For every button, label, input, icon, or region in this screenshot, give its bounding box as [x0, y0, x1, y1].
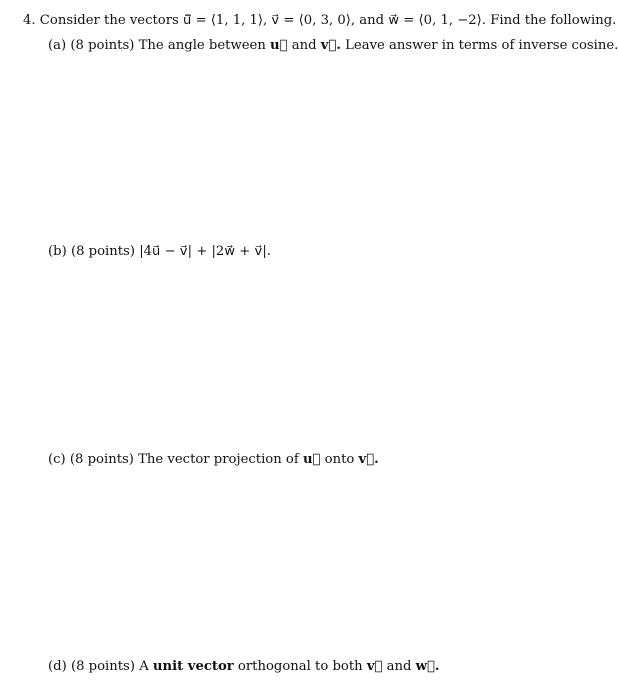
vector-v-definition: v⃗ = ⟨0, 3, 0⟩,: [271, 13, 356, 28]
part-b-label: (b): [48, 244, 67, 259]
problem-statement: [23, 13, 616, 29]
part-d-vector-v: v⃗: [366, 659, 383, 674]
conjunction-and: and: [359, 13, 385, 28]
part-d-unit-vector: unit vector: [152, 659, 234, 674]
part-d: [48, 659, 440, 675]
part-d-text-a: A: [139, 659, 149, 674]
part-c-label: (c): [48, 452, 66, 467]
part-b-points: (8 points): [70, 244, 135, 259]
part-a-text: The angle between: [138, 38, 266, 53]
problem-number: 4.: [23, 13, 36, 28]
part-d-vector-w: w⃗.: [415, 659, 440, 674]
part-b-expression: |4u⃗ − v⃗| + |2w⃗ + v⃗|.: [139, 244, 271, 259]
part-c-text: The vector projection of: [138, 452, 299, 467]
problem-tail: Find the following.: [490, 13, 617, 28]
vector-w-definition: w⃗ = ⟨0, 1, −2⟩.: [388, 13, 487, 28]
part-a-vector-u: u⃗: [270, 38, 288, 53]
part-a: [48, 38, 618, 54]
part-d-points: (8 points): [70, 659, 135, 674]
part-c-onto: onto: [324, 452, 355, 467]
part-c-vector-v: v⃗.: [358, 452, 379, 467]
part-d-text-orthogonal: orthogonal to both: [237, 659, 363, 674]
part-a-label: (a): [48, 38, 67, 53]
vector-u-definition: ū⃗ = ⟨1, 1, 1⟩,: [183, 13, 268, 28]
part-d-and: and: [386, 659, 412, 674]
part-a-vector-v: v⃗.: [320, 38, 341, 53]
part-a-points: (8 points): [70, 38, 135, 53]
part-a-and: and: [291, 38, 317, 53]
part-c-points: (8 points): [69, 452, 134, 467]
part-d-label: (d): [48, 659, 67, 674]
problem-intro: Consider the vectors: [39, 13, 179, 28]
part-a-instruction: Leave answer in terms of inverse cosine.: [345, 38, 618, 53]
part-b: [48, 244, 271, 260]
part-c: [48, 452, 379, 468]
part-c-vector-u: u⃗: [302, 452, 321, 467]
